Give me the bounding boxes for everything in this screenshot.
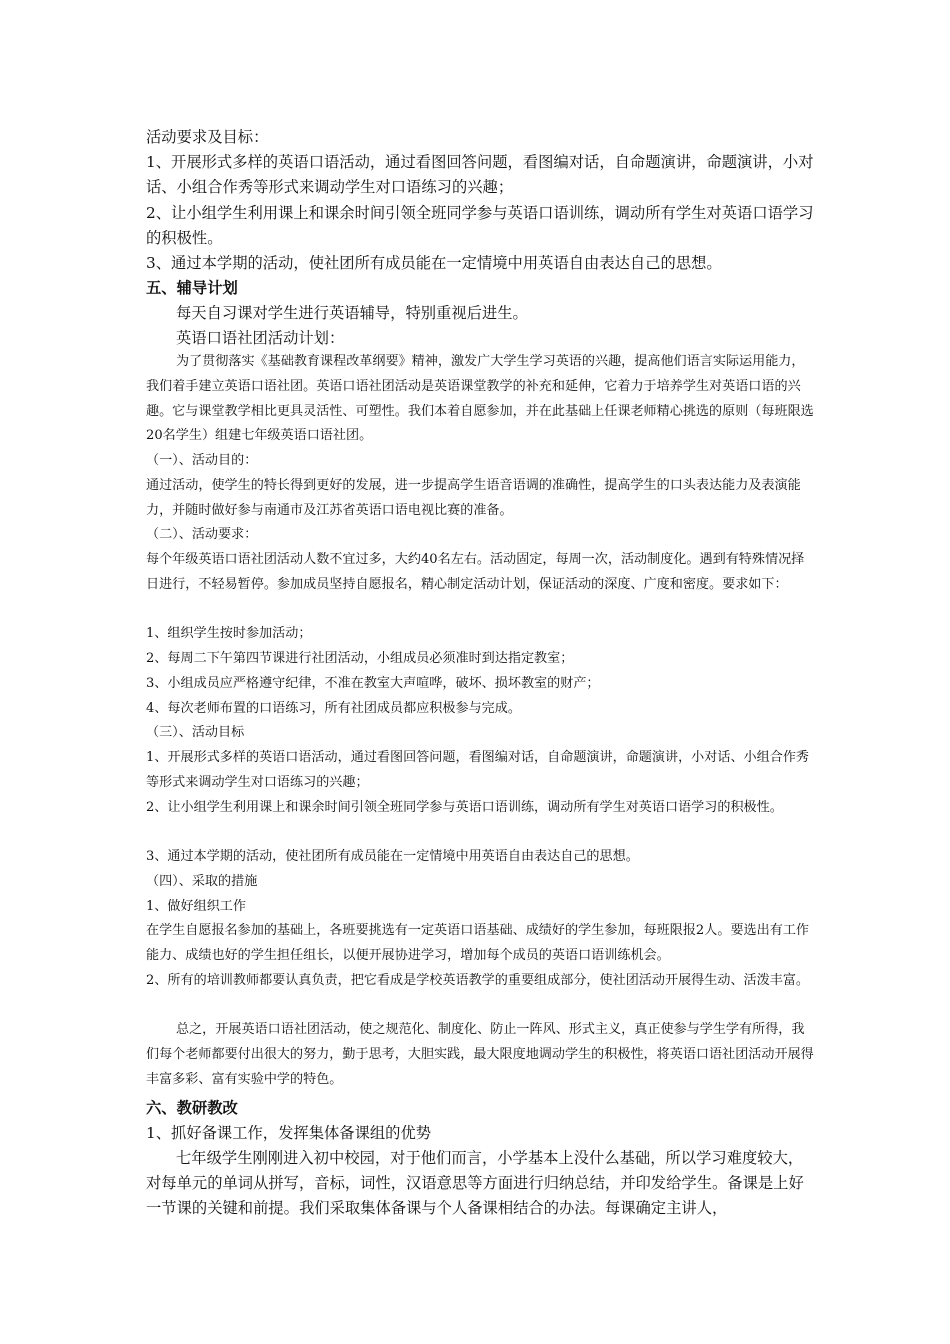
measure-1-paragraph: 在学生自愿报名参加的基础上，各班要挑选有一定英语口语基础、成绩好的学生参加，每班限报2人。要选出有工作能力、成绩也好的学生担任组长，以便开展协进学习，增加每个成员的英语口语训练机会。	[146, 923, 810, 963]
summary-paragraph: 总之，开展英语口语社团活动，使之规范化、制度化、防止一阵风、形式主义，真正使参与学生学有所得，我们每个老师都要付出很大的努力，勤于思考，大胆实践，最大限度地调动学生的积极性，将英语口语社团活动开展得丰富多彩、富有实验中学的特色。	[146, 1022, 814, 1087]
purpose-paragraph: 通过活动，使学生的特长得到更好的发展，进一步提高学生语音语调的准确性，提高学生的口头表达能力及表演能力，并随时做好参与南通市及江苏省英语口语电视比赛的准备。	[146, 478, 801, 518]
club-intro-paragraph: 为了贯彻落实《基础教育课程改革纲要》精神，激发广大学生学习英语的兴趣，提高他们语言实际运用能力，我们着手建立英语口语社团。英语口语社团活动是英语课堂教学的补充和延伸，它着力于培养学生对英语口语的兴趣。它与课堂教学相比更具灵活性、可塑性。我们本着自愿参加，并在此基础上任课老师精心挑选的原则（每班限选20名学生）组建七年级英语口语社团。	[146, 354, 814, 444]
section-5-heading: 五、辅导计划	[146, 279, 238, 297]
lesson-prep-subtitle: 1、抓好备课工作，发挥集体备课组的优势	[146, 1124, 432, 1142]
measure-1-title: 1、做好组织工作	[146, 899, 246, 914]
requirements-paragraph: 每个年级英语口语社团活动人数不宜过多，大约40名左右。活动固定，每周一次，活动制度化。遇到有特殊情况择日进行，不轻易暂停。参加成员坚持自愿报名，精心制定活动计划，保证活动的深度、广度和密度。要求如下：	[146, 552, 805, 592]
goal-item-3: 3、通过本学期的活动，使社团所有成员能在一定情境中用英语自由表达自己的思想。	[146, 254, 722, 272]
purpose-title: （一）、活动目的：	[146, 453, 258, 468]
target-item-2: 2、让小组学生利用课上和课余时间引领全班同学参与英语口语训练，调动所有学生对英语口语学习的积极性。	[146, 800, 783, 815]
target-item-3: 3、通过本学期的活动，使社团所有成员能在一定情境中用英语自由表达自己的思想。	[146, 849, 639, 864]
measure-2-paragraph: 2、所有的培训教师都要认真负责，把它看成是学校英语教学的重要组成部分，使社团活动开展得生动、活泼丰富。	[146, 973, 810, 988]
goals-title: 活动要求及目标：	[146, 128, 269, 146]
lesson-prep-paragraph: 七年级学生刚刚进入初中校园，对于他们而言，小学基本上没什么基础，所以学习难度较大，对每单元的单词从拼写，音标，词性，汉语意思等方面进行归纳总结，并印发给学生。备课是上好一节课的关键和前提。我们采取集体备课与个人备课相结合的办法。每课确定主讲人，	[146, 1149, 804, 1218]
requirement-item-3: 3、小组成员应严格遵守纪律，不准在教室大声喧哗，破坏、损坏教室的财产；	[146, 676, 600, 691]
requirement-item-1: 1、组织学生按时参加活动；	[146, 626, 312, 641]
requirements-title: （二）、活动要求：	[146, 527, 258, 542]
requirement-item-2: 2、每周二下午第四节课进行社团活动，小组成员必须准时到达指定教室；	[146, 651, 574, 666]
section-6-heading: 六、教研教改	[146, 1099, 238, 1117]
goal-item-2: 2、让小组学生利用课上和课余时间引领全班同学参与英语口语训练，调动所有学生对英语口语学习的积极性。	[146, 204, 814, 248]
targets-title: （三）、活动目标	[146, 725, 245, 740]
measures-title: （四）、采取的措施	[146, 874, 258, 889]
club-plan-title: 英语口语社团活动计划：	[176, 329, 345, 347]
target-item-1: 1、开展形式多样的英语口语活动，通过看图回答问题，看图编对话，自命题演讲，命题演讲，小对话、小组合作秀等形式来调动学生对口语练习的兴趣；	[146, 750, 810, 790]
goal-item-1: 1、开展形式多样的英语口语活动，通过看图回答问题，看图编对话，自命题演讲，命题演讲，小对话、小组合作秀等形式来调动学生对口语练习的兴趣；	[146, 153, 814, 197]
tutoring-paragraph: 每天自习课对学生进行英语辅导，特别重视后进生。	[176, 304, 528, 322]
requirement-item-4: 4、每次老师布置的口语练习，所有社团成员都应积极参与完成。	[146, 701, 521, 716]
